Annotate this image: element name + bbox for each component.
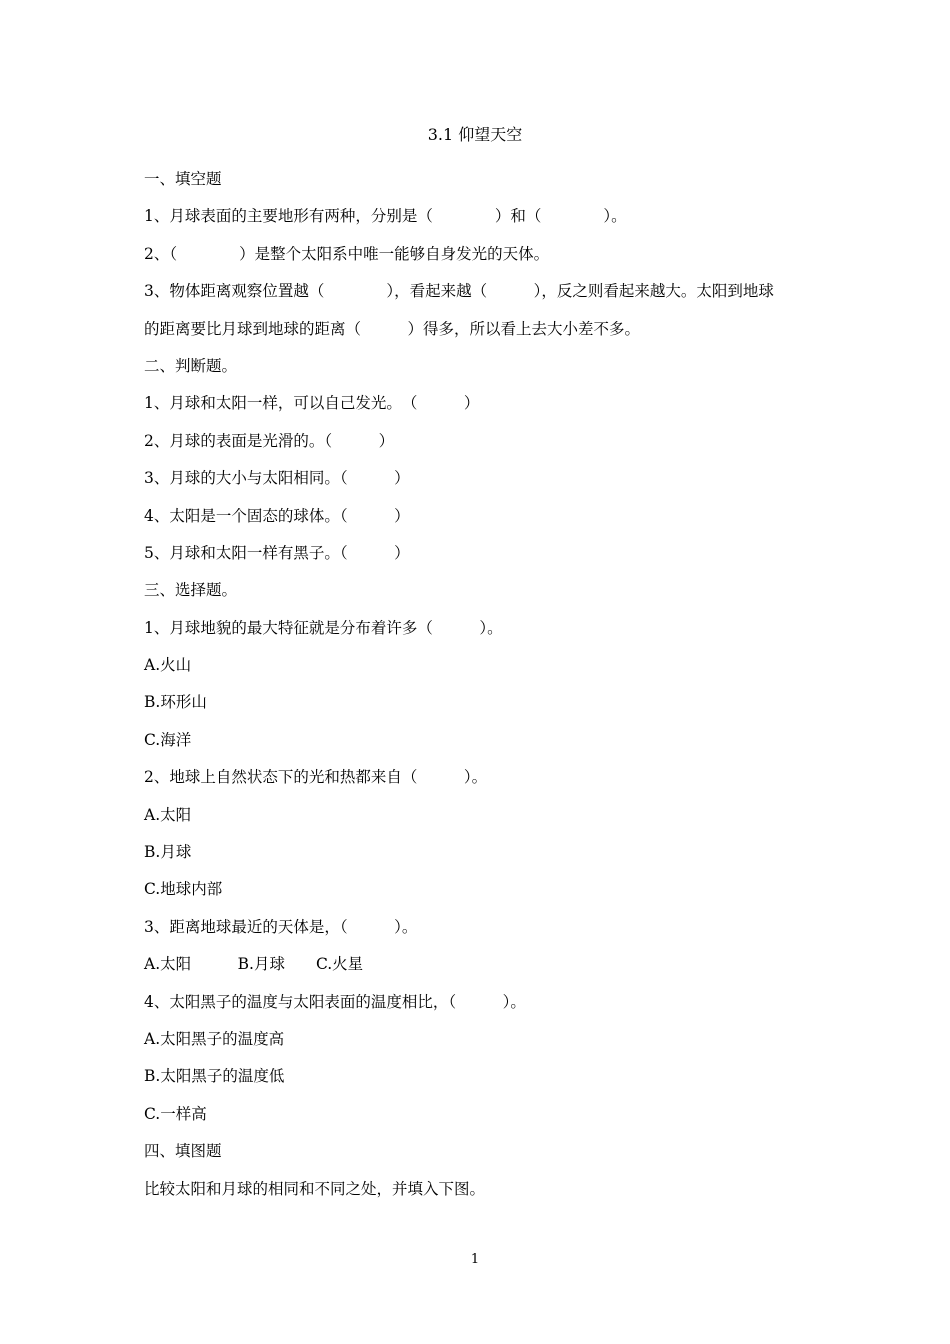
choice-2-option-b: B.月球 [144, 843, 192, 862]
choice-1-option-b: B.环形山 [144, 693, 207, 712]
choice-4-option-c: C.一样高 [144, 1104, 207, 1123]
section-heading-true-false: 二、判断题。 [144, 356, 238, 375]
question-tf-3: 3、月球的大小与太阳相同。（ ） [144, 469, 410, 488]
choice-1-option-c: C.海洋 [144, 730, 192, 749]
choice-1-option-a: A.火山 [144, 656, 192, 675]
question-fill-1: 1、月球表面的主要地形有两种，分别是（ ）和（ ）。 [144, 207, 627, 226]
question-choice-1: 1、月球地貌的最大特征就是分布着许多（ ）。 [144, 618, 503, 637]
section-heading-choice: 三、选择题。 [144, 581, 238, 600]
question-choice-4: 4、太阳黑子的温度与太阳表面的温度相比，（ ）。 [144, 992, 526, 1011]
question-choice-3: 3、距离地球最近的天体是，（ ）。 [144, 917, 418, 936]
question-tf-5: 5、月球和太阳一样有黑子。（ ） [144, 543, 410, 562]
page-number: 1 [470, 1252, 480, 1267]
choice-3-options: A.太阳 B.月球 C.火星 [144, 955, 364, 974]
question-fill-2: 2、（ ）是整个太阳系中唯一能够自身发光的天体。 [144, 244, 550, 263]
question-fill-3-line-1: 3、物体距离观察位置越（ ），看起来越（ ），反之则看起来越大。太阳到地球 [144, 282, 774, 301]
section-heading-fill-blank: 一、填空题 [144, 170, 222, 188]
worksheet-content [144, 161, 824, 1208]
question-tf-1: 1、月球和太阳一样，可以自己发光。 （ ） [144, 394, 480, 413]
choice-4-option-b: B.太阳黑子的温度低 [144, 1067, 285, 1086]
question-tf-4: 4、太阳是一个固态的球体。（ ） [144, 506, 410, 525]
question-choice-2: 2、地球上自然状态下的光和热都来自（ ）。 [144, 768, 488, 787]
question-tf-2: 2、月球的表面是光滑的。（ ） [144, 431, 395, 450]
diagram-instruction: 比较太阳和月球的相同和不同之处，并填入下图。 [144, 1179, 486, 1198]
section-heading-diagram: 四、填图题 [144, 1142, 222, 1161]
choice-4-option-a: A.太阳黑子的温度高 [144, 1029, 285, 1048]
page-title: 3.1 仰望天空 [427, 125, 523, 144]
choice-2-option-c: C.地球内部 [144, 880, 223, 899]
choice-2-option-a: A.太阳 [144, 805, 192, 824]
question-fill-3-line-2: 的距离要比月球到地球的距离（ ）得多，所以看上去大小差不多。 [144, 319, 641, 338]
